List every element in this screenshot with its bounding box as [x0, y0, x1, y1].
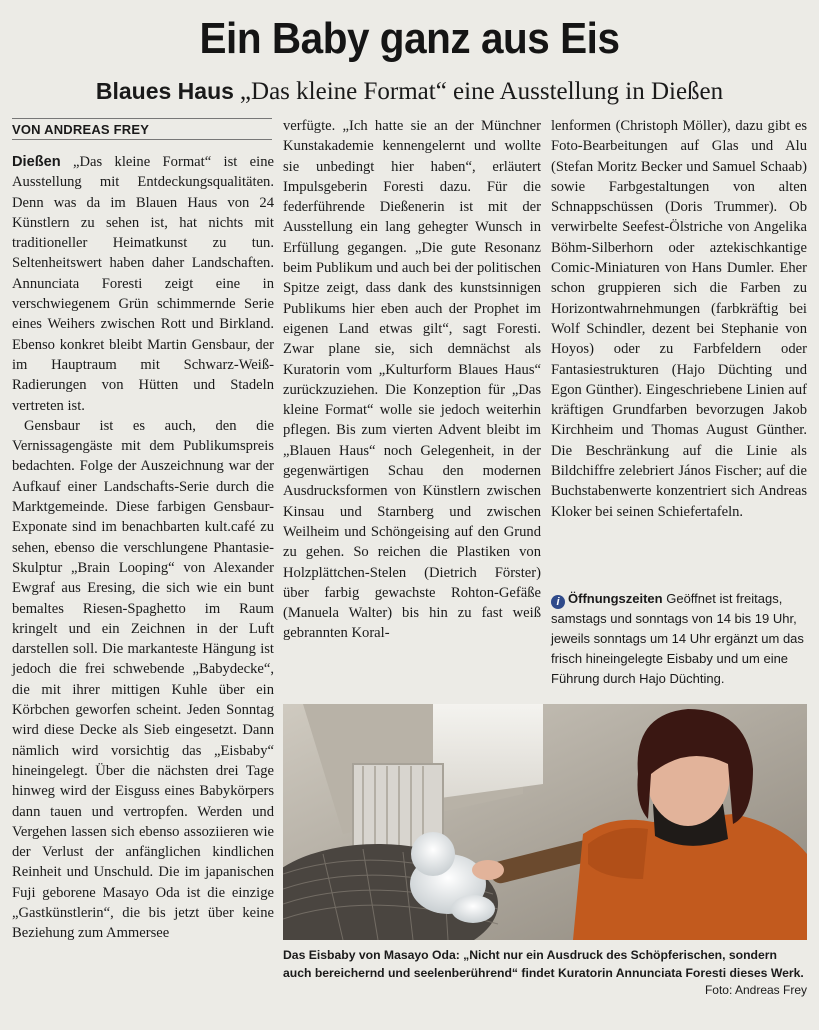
dateline: Dießen	[12, 154, 61, 170]
article-column-1	[12, 152, 274, 944]
article-column-2	[283, 116, 541, 644]
opening-hours-title: Öffnungszeiten	[568, 591, 663, 606]
subheadline-text: „Das kleine Format“ eine Ausstellung in Dießen	[239, 78, 724, 105]
opening-hours-text: Geöffnet ist freitags, samstags und sonntags von 14 bis 19 Uhr, jeweils sonntags um 14 Uhr ergänzt um das frisch hineingelegte Eisbaby und um eine Führung durch Hajo Düchting.	[551, 591, 804, 686]
info-icon: i	[551, 595, 565, 609]
article-column-3	[551, 116, 807, 522]
photo-caption: Das Eisbaby von Masayo Oda: „Nicht nur ein Ausdruck des Schöpferischen, sondern auch bereichernd und seelenberührend“ findet Kuratorin Annunciata Foresti dieses Werk.	[283, 948, 804, 980]
headline: Ein Baby ganz aus Eis	[199, 14, 620, 63]
photo-illustration	[283, 704, 807, 940]
paragraph: verfügte. „Ich hatte sie an der Münchner Kunstakademie kennengelernt und wollte sie unbedingt hier haben“, erläutert Impulsgeberin Foresti dazu. Für die federführende Dießenerin ist mit der Ausstellung ein lang gehegter Wunsch in Erfüllung gegangen. „Die gute Resonanz beim Publikum und auch bei der politischen Spitze zeigt, dass dank des kunstsinnigen Publikums hier eben auch der Prophet im eigenen Land etwas gilt“, sagt Foresti. Zwar plane sie, sich demnächst als Kuratorin vom „Kulturform Blaues Haus“ zurückzuziehen. Die Konzeption für „Das kleine Format“ wolle sie jedoch weiterhin pflegen. Bis zum vierten Advent bleibt im „Blauen Haus“ noch Gelegenheit, in der gegenwärtigen Schau den modernen Ausdrucksformen von Künstlern zwischen Kinsau und Starnberg und zwischen Weilheim und Schöngeising auf den Grund zu gehen. So reichen die Plastiken von Holzplättchen-Stelen (Dietrich Förster) über farbig gewachste Rohton-Gefäße (Manuela Walter) bis hin zu fast weiß gebrannten Koral-	[283, 118, 541, 642]
paragraph-text: „Das kleine Format“ ist eine Ausstellung mit Entdeckungsqualitäten. Denn was da im Blauen Haus von 24 Künstlern zu sehen ist, hat nichts mit traditioneller Heimatkunst zu tun. Seltenheitswert haben daher Landschaften. Annunciata Foresti zeigt eine in verschwiegenem Grün schimmernde Serie eines Weihers zwischen Rott und Birkland. Ebenso konkret bleibt Martin Gensbaur, der im Hauptraum mit Schwarz-Weiß-Radierungen von Hütten und Stadeln vertreten ist.	[12, 154, 274, 414]
paragraph: Gensbaur ist es auch, den die Vernissagengäste mit dem Publikumspreis bedachten. Folge der Auszeichnung war der Aufkauf einer Landschafts-Serie durch die Marktgemeinde. Diese farbigen Gensbaur-Exponate sind im benachbarten kult.café zu sehen, ebenso die verschlungene Phantasie-Skulptur „Brain Looping“ von Alexander Ewgraf aus Eresing, die sich wie ein bunt bemaltes Riesen-Spaghetto im Raum kringelt und ein Zeichnen in der Luft darstellen soll. Die markanteste Hängung ist jedoch die frei schwebende „Babydecke“, die mit ihrer mittigen Kuhle über ein Körbchen geworfen scheint. Jeden Sonntag wird diese Decke als Sieb eingesetzt. Dann nämlich wird vorsichtig das „Eisbaby“ hineingelegt. Über die nächsten drei Tage hinweg wird der Eisguss eines Babykörpers dann tauen und vertropfen. Werden und Vergehen lassen sich ebenso assoziieren wie der Verlust der anfänglichen kindlichen Reinheit und Unschuld. Die im japanischen Fuji geborene Masayo Oda ist die einzige „Gastkünstlerin“, die bis jetzt über keine Beziehung zum Ammersee	[12, 417, 274, 942]
subheadline	[0, 78, 819, 106]
opening-hours-box	[551, 589, 807, 689]
paragraph: lenformen (Christoph Möller), dazu gibt es Foto-Bearbeitungen auf Glas und Alu (Stefan Moritz Becker und Samuel Schaab) sowie Farbgestaltungen von alten Schnappschüssen (Doris Trummer). Ob verwirbelte Seefest-Ölstriche von Angelika Böhm-Silberhorn oder aztekischkantige Comic-Miniaturen von Hans Dumler. Eher schon gruppieren sich die Farben zu Horizontwahrnehmungen (farbkräftig bei Wolf Schindler, dezent bei Stephanie von Hoyos) oder zu Farbfeldern oder Fantasiestrukturen (Hajo Düchting und Egon Günther). Eingeschriebene Linien auf kräftigen Grundfarben bevorzugen Jakob Kirchheim und Thomas August Günther. Die Beschränkung auf die Linie als Bildchiffre zelebriert János Fischer; auf die Buchstabenwerte konzentriert sich Andreas Kloker bei seinen Schiefertafeln.	[551, 118, 807, 520]
byline: VON ANDREAS FREY	[12, 118, 272, 140]
article-photo	[283, 704, 807, 940]
paragraph	[12, 152, 274, 416]
kicker: Blaues Haus	[95, 78, 234, 104]
photo-credit: Foto: Andreas Frey	[704, 983, 807, 997]
